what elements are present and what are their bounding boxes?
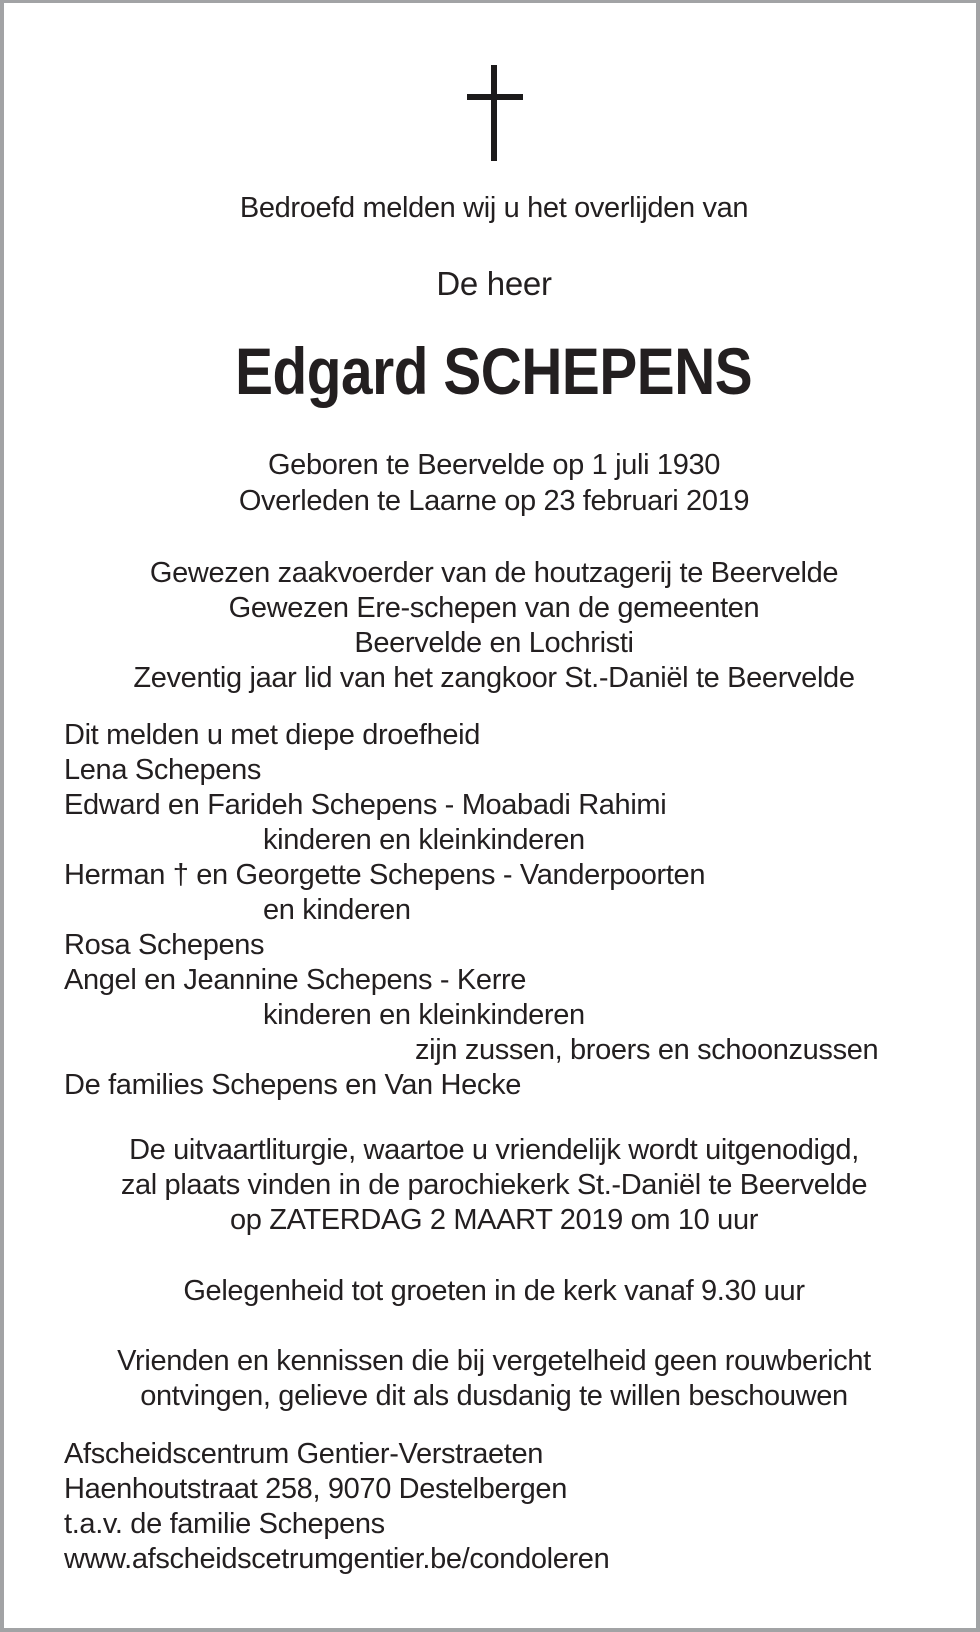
bio-line: Beervelde en Lochristi — [354, 627, 634, 659]
honorific: De heer — [436, 265, 552, 302]
birth-line: Geboren te Beervelde op 1 juli 1930 — [267, 449, 721, 481]
bio-line: Zeventig jaar lid van het zangkoor St.-Daniël te Beervelde — [133, 662, 855, 694]
family-member: Edward en Farideh Schepens - Moabadi Rahimi — [64, 789, 667, 821]
family-siblings: zijn zussen, broers en schoonzussen — [415, 1034, 879, 1066]
family-member: Angel en Jeannine Schepens - Kerre — [64, 964, 527, 996]
cross-horizontal-bar — [467, 94, 523, 100]
intro-text: Bedroefd melden wij u het overlijden van — [239, 192, 749, 224]
family-intro: Dit melden u met diepe droefheid — [64, 719, 480, 751]
death-line: Overleden te Laarne op 23 februari 2019 — [238, 485, 750, 517]
family-descendants: en kinderen — [263, 894, 411, 926]
funeral-line: De uitvaartliturgie, waartoe u vriendelijk wordt uitgenodigd, — [129, 1134, 859, 1166]
condolence-website-link[interactable]: www.afscheidscetrumgentier.be/condoleren — [64, 1543, 610, 1575]
attention-line: t.a.v. de familie Schepens — [64, 1508, 385, 1540]
family-member: Lena Schepens — [64, 754, 262, 786]
deceased-name-text: Edgard SCHEPENS — [235, 334, 753, 408]
bio-line: Gewezen zaakvoerder van de houtzagerij te Beervelde — [149, 557, 839, 589]
family-member: Herman † en Georgette Schepens - Vanderpoorten — [64, 859, 706, 891]
funeral-date: op ZATERDAG 2 MAART 2019 om 10 uur — [229, 1204, 759, 1236]
funeral-line: zal plaats vinden in de parochiekerk St.-Daniël te Beervelde — [120, 1169, 868, 1201]
notice-line: Vrienden en kennissen die bij vergetelheid geen rouwbericht — [117, 1345, 871, 1377]
deceased-name — [4, 333, 980, 409]
family-member: De families Schepens en Van Hecke — [64, 1069, 521, 1101]
family-member: Rosa Schepens — [64, 929, 265, 961]
funeral-home-name: Afscheidscentrum Gentier-Verstraeten — [64, 1438, 544, 1470]
bio-line: Gewezen Ere-schepen van de gemeenten — [228, 592, 760, 624]
notice-line: ontvingen, gelieve dit als dusdanig te willen beschouwen — [140, 1380, 848, 1412]
family-descendants: kinderen en kleinkinderen — [263, 824, 585, 856]
funeral-home-address: Haenhoutstraat 258, 9070 Destelbergen — [64, 1473, 567, 1505]
visitation-text: Gelegenheid tot groeten in de kerk vanaf 9.30 uur — [183, 1275, 805, 1307]
cross-vertical-bar — [491, 65, 497, 161]
family-descendants: kinderen en kleinkinderen — [263, 999, 585, 1031]
cross-icon — [4, 3, 980, 173]
